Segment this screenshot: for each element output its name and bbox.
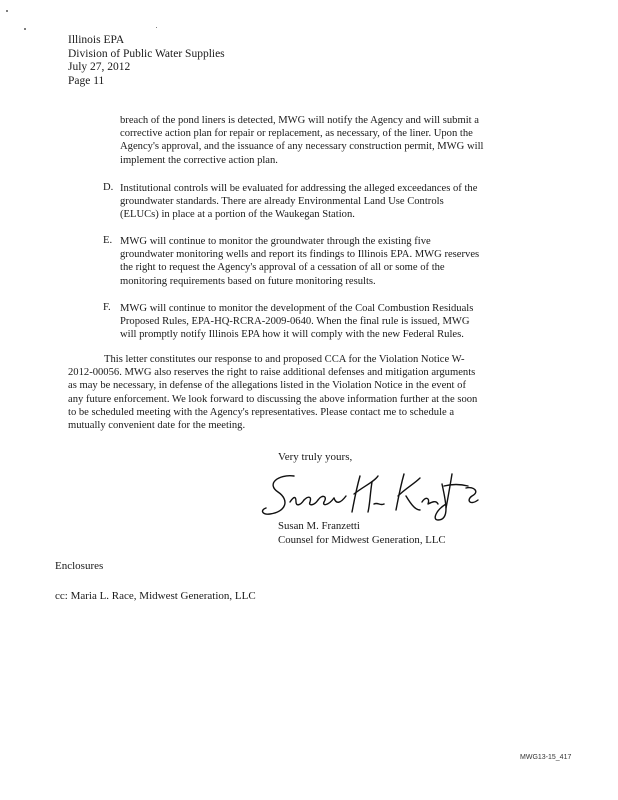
text-line: groundwater monitoring wells and report its findings to Illinois EPA. MWG reserves: [120, 249, 480, 261]
header-date: July 27, 2012: [68, 61, 131, 73]
item-letter-f: F.: [103, 302, 111, 313]
handwritten-signature: [256, 462, 496, 522]
text-line: mutually convenient date for the meeting.: [68, 420, 246, 432]
item-f-text: [120, 302, 506, 342]
header-agency: Illinois EPA: [68, 34, 125, 46]
text-line: any future enforcement. We look forward to discussing the above information further at the soon: [68, 393, 478, 405]
text-line: MWG will continue to monitor the development of the Coal Combustion Residuals: [120, 303, 474, 314]
text-line: will promptly notify Illinois EPA how it will comply with the new Federal Rules.: [120, 329, 464, 341]
item-letter-e: E.: [103, 235, 113, 246]
text-line: Proposed Rules, EPA-HQ-RCRA-2009-0640. When the final rule is issued, MWG: [120, 316, 470, 328]
header-division: Division of Public Water Supplies: [68, 47, 225, 60]
enclosures-note: Enclosures: [55, 560, 104, 572]
signer-title: Counsel for Midwest Generation, LLC: [278, 534, 446, 546]
scan-speck: [156, 27, 157, 28]
text-line: This letter constitutes our response to and proposed CCA for the Violation Notice W-: [104, 354, 465, 365]
document-id: MWG13-15_417: [520, 754, 572, 761]
text-line: the right to request the Agency's approval of a cessation of all or some of the: [120, 262, 445, 274]
text-line: corrective action plan for repair or replacement, as necessary, of the liner. Upon the: [120, 128, 473, 140]
signer-block: [278, 519, 446, 547]
text-line: monitoring requirements based on future monitoring results.: [120, 275, 376, 287]
text-line: MWG will continue to monitor the groundwater through the existing five: [120, 236, 431, 247]
text-line: Agency's approval, and the issuance of any necessary construction permit, MWG will: [120, 141, 484, 153]
signer-name: Susan M. Franzetti: [278, 520, 360, 532]
item-letter-d: D.: [103, 182, 114, 193]
cc-line: cc: Maria L. Race, Midwest Generation, LLC: [55, 590, 256, 602]
text-line: breach of the pond liners is detected, MWG will notify the Agency and will submit a: [120, 115, 479, 126]
text-line: groundwater standards. There are already Environmental Land Use Controls: [120, 196, 444, 208]
closing-paragraph: [68, 353, 508, 432]
text-line: Institutional controls will be evaluated for addressing the alleged exceedances of the: [120, 183, 478, 194]
text-line: to be scheduled meeting with the Agency's representatives. Please contact me to schedule a: [68, 406, 455, 418]
text-line: 2012-00056. MWG also reserves the right to raise additional defenses and mitigation arguments: [68, 367, 476, 379]
scan-speck: [24, 28, 26, 30]
continuation-text: [120, 114, 483, 167]
text-line: as may be necessary, in defense of the allegations listed in the Violation Notice in the event of: [68, 380, 466, 392]
letter-header: [68, 34, 225, 88]
scan-speck: [6, 10, 8, 12]
item-e-text: [120, 235, 506, 288]
header-page-number: Page 11: [68, 74, 105, 87]
item-d-text: [120, 182, 506, 222]
closing-salutation: Very truly yours,: [278, 451, 353, 463]
text-line: (ELUCs) in place at a portion of the Waukegan Station.: [120, 209, 355, 221]
text-line: implement the corrective action plan.: [120, 154, 278, 166]
